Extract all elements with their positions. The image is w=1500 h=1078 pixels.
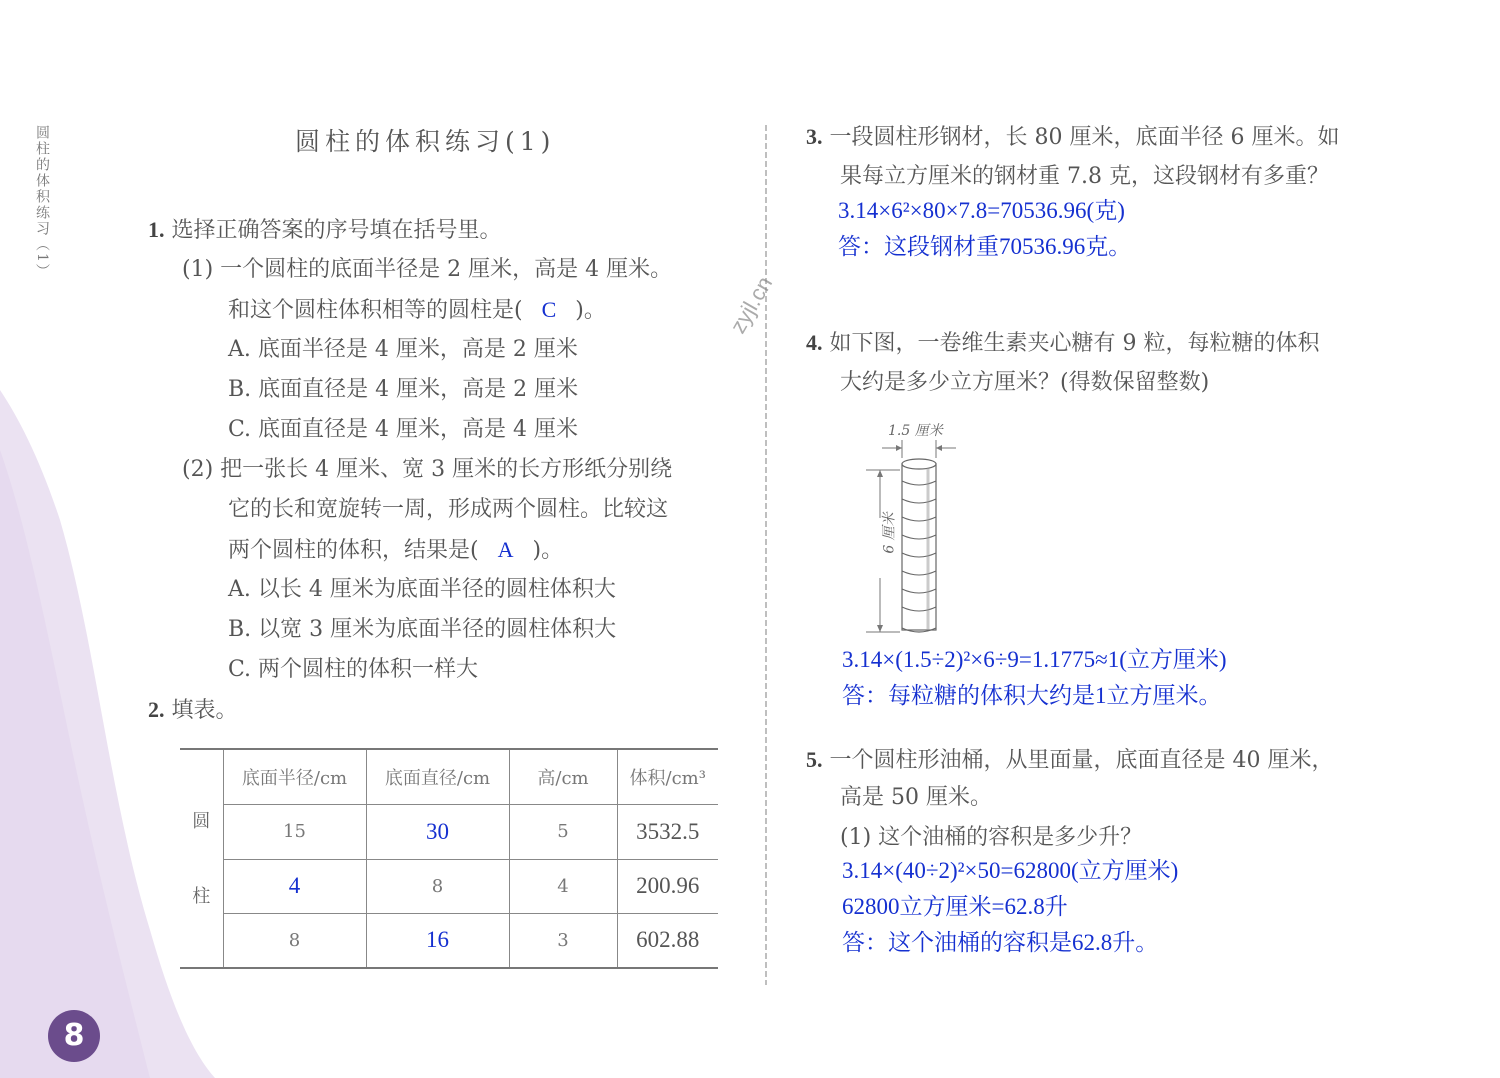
watermark: zyjl.cn — [725, 272, 778, 338]
table-side-bottom: 柱 — [192, 885, 211, 907]
q1-sub2-option-a: A. 以长 4 厘米为底面半径的圆柱体积大 — [228, 577, 616, 602]
q3-number: 3. — [806, 124, 823, 149]
q2-number: 2. — [148, 697, 165, 722]
q1-sub1-blank-post: )。 — [575, 298, 606, 323]
table-row — [180, 913, 718, 968]
q4-line2: 大约是多少立方厘米？(得数保留整数) — [840, 370, 1210, 395]
q3-text1: 一段圆柱形钢材，长 80 厘米，底面半径 6 厘米。如 — [829, 125, 1340, 150]
cell-height: 3 — [509, 913, 617, 968]
candy-roll-drawing — [862, 418, 972, 640]
q3-line2: 果每立方厘米的钢材重 7.8 克，这段钢材有多重？ — [840, 164, 1329, 189]
table-side-label — [180, 749, 223, 968]
q1-sub1-line1: (1) 一个圆柱的底面半径是 2 厘米，高是 4 厘米。 — [182, 257, 673, 282]
q4-text1: 如下图，一卷维生素夹心糖有 9 粒，每粒糖的体积 — [829, 331, 1320, 356]
q4-line1 — [806, 328, 1320, 359]
q1-sub1-option-a: A. 底面半径是 4 厘米，高是 2 厘米 — [228, 337, 578, 362]
cell-height: 4 — [509, 859, 617, 913]
cell-volume: 602.88 — [617, 913, 718, 968]
cell-volume: 3532.5 — [617, 804, 718, 859]
q1-sub1-blank-pre: 和这个圆柱体积相等的圆柱是( — [228, 298, 523, 323]
q5-line2: 高是 50 厘米。 — [840, 785, 992, 810]
q1-prompt-line — [148, 215, 502, 246]
cell-volume: 200.96 — [617, 859, 718, 913]
q1-sub1-answer: C — [541, 297, 557, 322]
cell-radius: 8 — [223, 913, 366, 968]
q4-calculation: 3.14×(1.5÷2)²×6÷9=1.1775≈1(立方厘米) — [842, 647, 1227, 672]
q1-number: 1. — [148, 217, 165, 242]
figure-width-label: 1.5 厘米 — [888, 423, 943, 439]
q5-text1: 一个圆柱形油桶，从里面量，底面直径是 40 厘米， — [829, 748, 1334, 773]
q1-prompt: 选择正确答案的序号填在括号里。 — [171, 218, 502, 243]
cell-height: 5 — [509, 804, 617, 859]
cell-diameter: 30 — [366, 804, 509, 859]
table-row — [180, 859, 718, 913]
q1-sub2-line2: 它的长和宽旋转一周，形成两个圆柱。比较这 — [228, 497, 669, 522]
cell-radius: 15 — [223, 804, 366, 859]
candy-roll-figure — [862, 418, 972, 640]
q5-calculation-1: 3.14×(40÷2)²×50=62800(立方厘米) — [842, 858, 1179, 883]
header-diameter: 底面直径/cm — [366, 749, 509, 804]
q1-sub1-option-c: C. 底面直径是 4 厘米，高是 4 厘米 — [228, 417, 579, 442]
page-title: 圆柱的体积练习(1) — [295, 127, 556, 156]
table-row — [180, 804, 718, 859]
q3-answer: 答：这段钢材重70536.96克。 — [838, 234, 1132, 259]
q5-line1 — [806, 745, 1333, 776]
q5-calculation-2: 62800立方厘米=62.8升 — [842, 894, 1068, 919]
page-divider — [762, 125, 770, 985]
q1-sub2-blank-post: )。 — [532, 538, 564, 563]
q4-answer: 答：每粒糖的体积大约是1立方厘米。 — [842, 683, 1222, 708]
q1-sub2-line3 — [228, 535, 563, 566]
cell-diameter: 16 — [366, 913, 509, 968]
fill-in-table — [180, 748, 718, 969]
table-side-top: 圆 — [192, 810, 211, 832]
side-chapter-label: 圆柱的体积练习（1） — [34, 125, 50, 280]
q5-sub1: (1) 这个油桶的容积是多少升？ — [840, 825, 1143, 850]
q4-number: 4. — [806, 330, 823, 355]
q1-sub1-option-b: B. 底面直径是 4 厘米，高是 2 厘米 — [228, 377, 579, 402]
q1-sub1-line2 — [228, 295, 606, 326]
cell-diameter: 8 — [366, 859, 509, 913]
q2-prompt-line — [148, 695, 238, 726]
q5-answer: 答：这个油桶的容积是62.8升。 — [842, 930, 1159, 955]
q1-sub2-blank-pre: 两个圆柱的体积，结果是( — [228, 538, 479, 563]
q1-sub2-option-c: C. 两个圆柱的体积一样大 — [228, 657, 479, 682]
figure-height-label: 6 厘米 — [881, 512, 898, 554]
header-height: 高/cm — [509, 749, 617, 804]
cell-radius: 4 — [223, 859, 366, 913]
q1-sub2-answer: A — [497, 537, 514, 562]
q5-number: 5. — [806, 747, 823, 772]
q1-sub2-line1: (2) 把一张长 4 厘米、宽 3 厘米的长方形纸分别绕 — [182, 457, 673, 482]
q1-sub2-option-b: B. 以宽 3 厘米为底面半径的圆柱体积大 — [228, 617, 617, 642]
page-number: 8 — [48, 1010, 100, 1062]
header-radius: 底面半径/cm — [223, 749, 366, 804]
header-volume: 体积/cm³ — [617, 749, 718, 804]
q3-calculation: 3.14×6²×80×7.8=70536.96(克) — [838, 198, 1125, 223]
q2-prompt: 填表。 — [171, 698, 238, 723]
q3-line1 — [806, 122, 1339, 153]
